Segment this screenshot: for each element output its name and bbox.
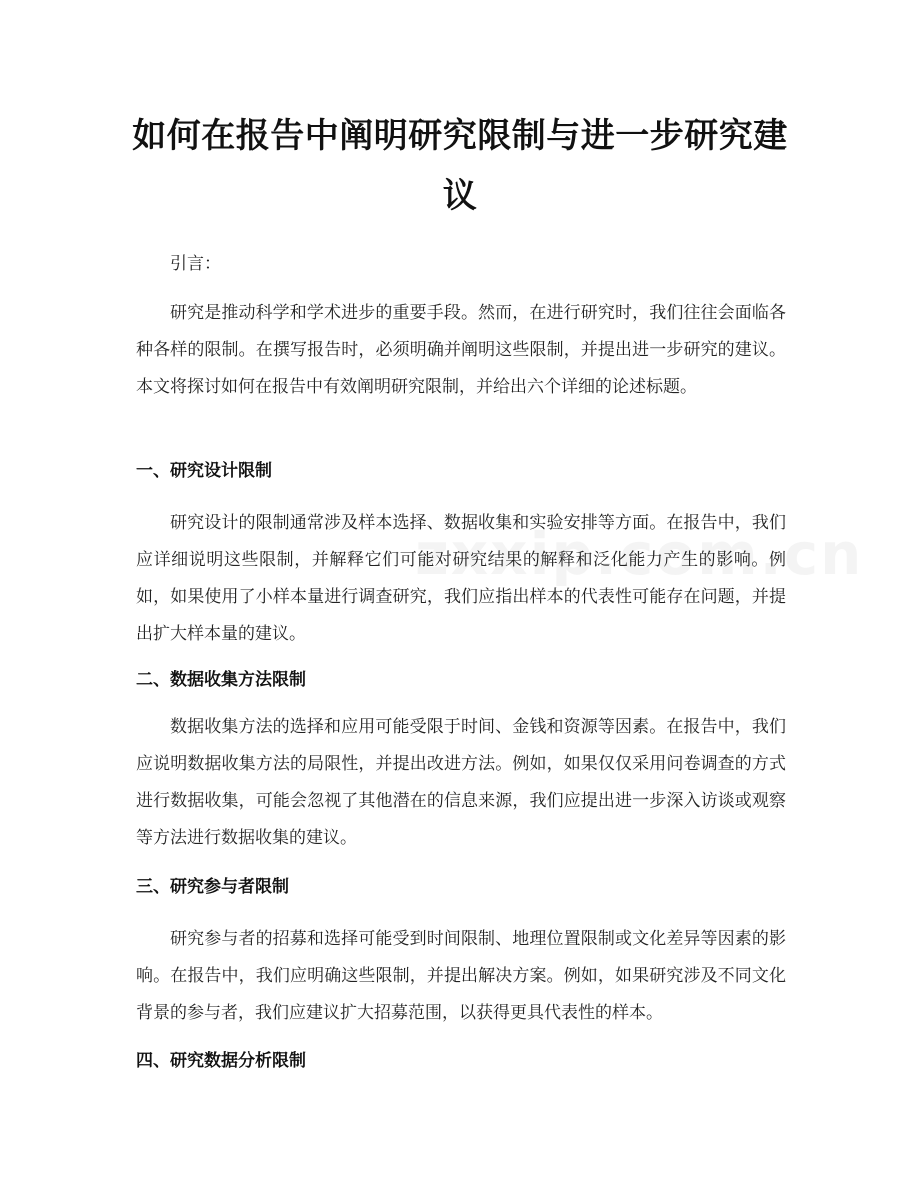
section-heading-2: 二、数据收集方法限制 [136,670,306,690]
intro-label: 引言： [170,254,221,274]
section-heading-3: 三、研究参与者限制 [136,877,289,897]
intro-paragraph: 研究是推动科学和学术进步的重要手段。然而，在进行研究时，我们往往会面临各种各样的限制。在撰写报告时，必须明确并阐明这些限制，并提出进一步研究的建议。本文将探讨如何在报告中有效阐明研究限制，并给出六个详细的论述标题。 [136,303,786,397]
section-paragraph-2: 数据收集方法的选择和应用可能受限于时间、金钱和资源等因素。在报告中，我们应说明数据收集方法的局限性，并提出改进方法。例如，如果仅仅采用问卷调查的方式进行数据收集，可能会忽视了其他潜在的信息来源，我们应提出进一步深入访谈或观察等方法进行数据收集的建议。 [136,717,786,848]
section-heading-4: 四、研究数据分析限制 [136,1051,306,1071]
section-paragraph-3: 研究参与者的招募和选择可能受到时间限制、地理位置限制或文化差异等因素的影响。在报告中，我们应明确这些限制，并提出解决方案。例如，如果研究涉及不同文化背景的参与者，我们应建议扩大招募范围，以获得更具代表性的样本。 [136,929,786,1023]
document-title: 如何在报告中阐明研究限制与进一步研究建议 [132,116,788,216]
section-paragraph-1: 研究设计的限制通常涉及样本选择、数据收集和实验安排等方面。在报告中，我们应详细说明这些限制，并解释它们可能对研究结果的解释和泛化能力产生的影响。例如，如果使用了小样本量进行调查研究，我们应指出样本的代表性可能存在问题，并提出扩大样本量的建议。 [136,513,786,644]
section-heading-1: 一、研究设计限制 [136,461,272,481]
